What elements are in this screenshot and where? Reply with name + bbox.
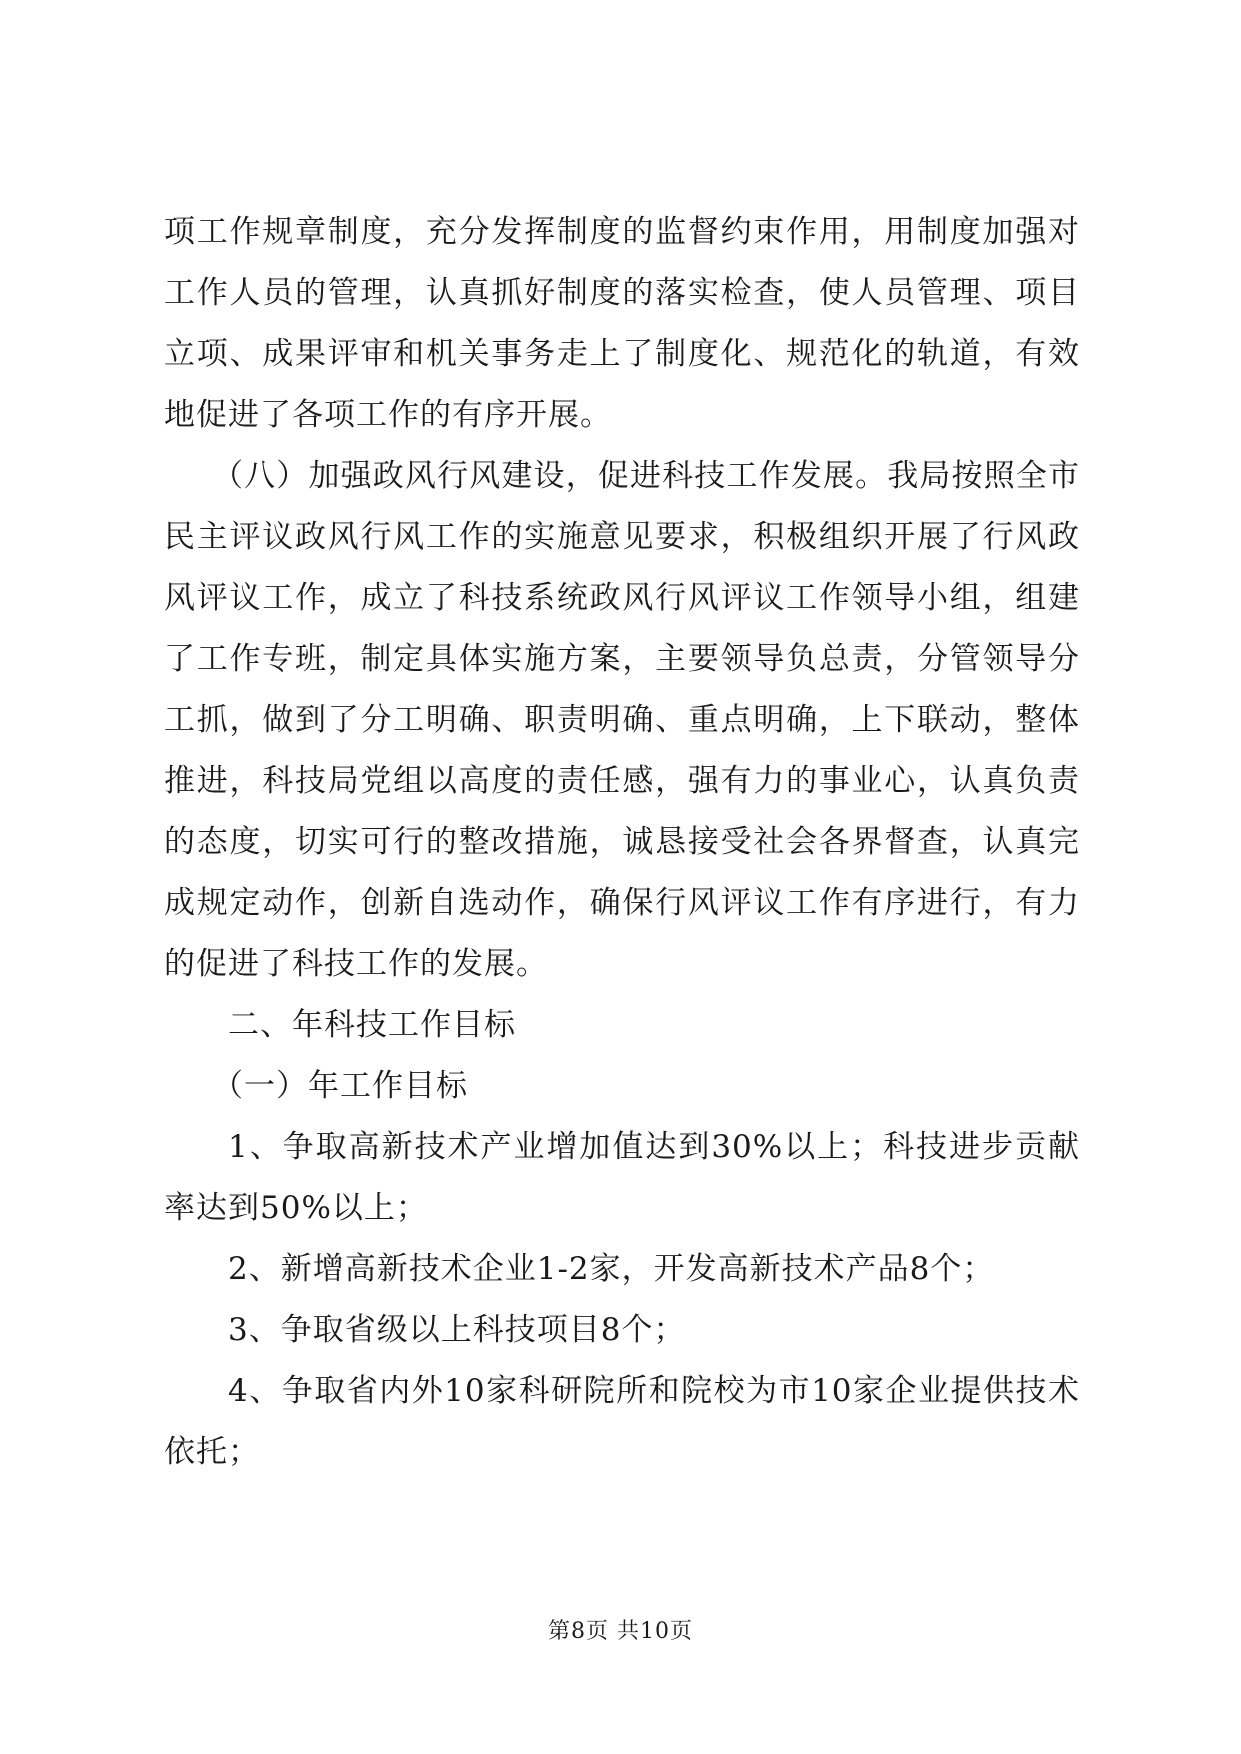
heading-subsection-one: （一）年工作目标 — [212, 1068, 468, 1104]
list-item-goal-3: 3、争取省级以上科技项目8个； — [228, 1312, 686, 1348]
page-number-footer: 第8页 共10页 — [548, 1619, 693, 1644]
list-item-goal-4: 4、争取省内外10家科研院所和院校为市10家企业提供技术依托； — [164, 1373, 1080, 1470]
document-body — [164, 202, 1080, 1483]
list-item-goal-2: 2、新增高新技术企业1-2家，开发高新技术产品8个； — [228, 1251, 995, 1287]
paragraph-regulations: 项工作规章制度，充分发挥制度的监督约束作用，用制度加强对工作人员的管理，认真抓好制度的落实检查，使人员管理、项目立项、成果评审和机关事务走上了制度化、规范化的轨道，有效地促进了各项工作的有序开展。 — [164, 214, 1080, 433]
heading-section-two: 二、年科技工作目标 — [228, 1007, 516, 1043]
paragraph-section-eight: （八）加强政风行风建设，促进科技工作发展。我局按照全市民主评议政风行风工作的实施意见要求，积极组织开展了行风政风评议工作，成立了科技系统政风行风评议工作领导小组，组建了工作专班，制定具体实施方案，主要领导负总责，分管领导分工抓，做到了分工明确、职责明确、重点明确，上下联动，整体推进，科技局党组以高度的责任感，强有力的事业心，认真负责的态度，切实可行的整改措施，诚恳接受社会各界督查，认真完成规定动作，创新自选动作，确保行风评议工作有序进行，有力的促进了科技工作的发展。 — [164, 458, 1080, 982]
list-item-goal-1: 1、争取高新技术产业增加值达到30%以上；科技进步贡献率达到50%以上； — [164, 1129, 1080, 1226]
